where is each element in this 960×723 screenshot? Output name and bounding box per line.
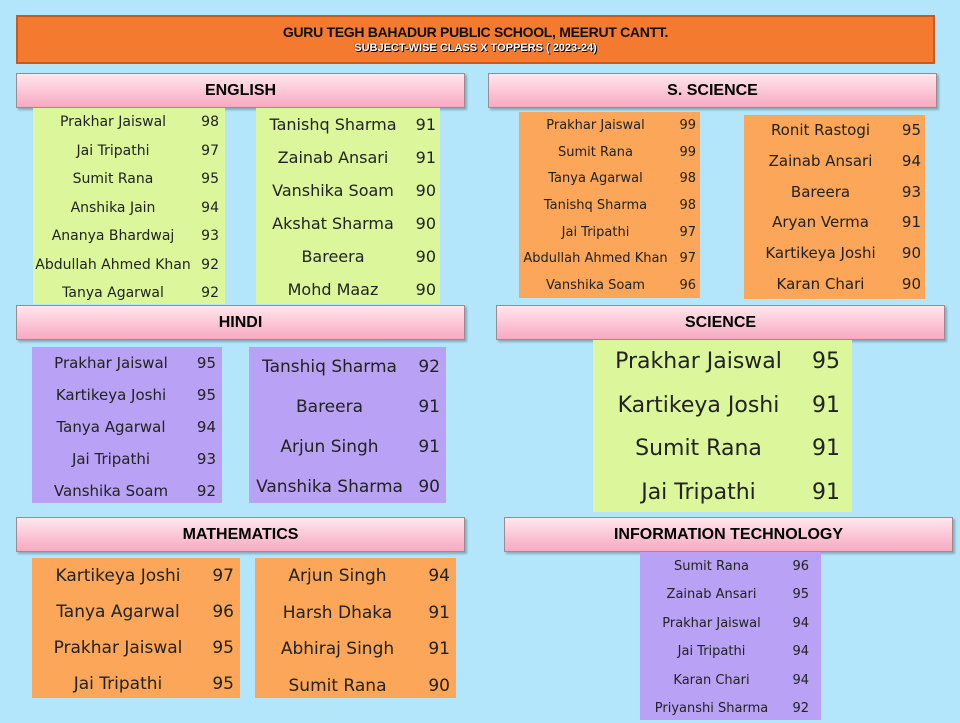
table-row [255,668,456,705]
table-row [519,192,700,219]
student-name: Vanshika Sharma [249,477,410,497]
student-name: Bareera [744,183,897,201]
table-row [256,141,440,174]
student-name: Jai Tripathi [519,225,672,240]
table-row [256,240,440,273]
table-row [255,631,456,668]
student-name: Vanshika Soam [519,278,672,293]
table-row [255,558,456,595]
table-row [33,108,225,137]
it-table [640,552,821,720]
table-row [640,581,821,610]
table-row [256,174,440,207]
table-row [593,384,852,428]
table-row [519,245,700,272]
table-row [519,112,700,139]
school-banner [16,15,935,64]
table-row [256,273,440,306]
student-score: 90 [410,181,436,200]
table-row [593,340,852,384]
student-score: 94 [783,616,809,631]
student-name: Tanishq Sharma [256,115,410,134]
student-score: 97 [672,251,696,266]
student-name: Priyanshi Sharma [640,701,783,716]
table-row [640,695,821,723]
table-row [744,238,925,269]
student-name: Jai Tripathi [33,143,193,159]
student-name: Karan Chari [640,673,783,688]
student-name: Jai Tripathi [640,644,783,659]
student-name: Bareera [256,247,410,266]
student-score: 96 [672,278,696,293]
table-row [249,347,446,387]
student-score: 95 [190,354,216,372]
table-row [640,609,821,638]
student-name: Prakhar Jaiswal [32,638,204,658]
table-row [744,176,925,207]
table-row [32,379,222,411]
student-score: 92 [193,285,219,301]
student-name: Zainab Ansari [640,587,783,602]
student-score: 91 [897,213,921,231]
table-row [744,115,925,146]
hindi-table-left [32,347,222,503]
student-name: Arjun Singh [249,437,410,457]
table-row [256,207,440,240]
banner-subtitle: SUBJECT-WISE CLASS X TOPPERS ( 2023-24) [18,42,933,54]
student-score: 98 [672,171,696,186]
student-score: 91 [420,639,450,659]
student-score: 92 [190,482,216,500]
student-score: 95 [804,349,840,374]
table-row [640,666,821,695]
student-name: Tanya Agarwal [33,285,193,301]
table-row [519,165,700,192]
student-score: 90 [897,275,921,293]
table-row [249,467,446,507]
student-score: 95 [204,674,234,694]
student-score: 98 [193,114,219,130]
hindi-header: HINDI [16,305,465,340]
student-name: Sumit Rana [33,171,193,187]
table-row [32,411,222,443]
student-score: 99 [672,145,696,160]
student-name: Anshika Jain [33,200,193,216]
student-score: 94 [190,418,216,436]
student-score: 94 [783,673,809,688]
student-name: Abhiraj Singh [255,639,420,659]
student-name: Tanya Agarwal [519,171,672,186]
student-name: Vanshika Soam [256,181,410,200]
table-row [744,146,925,177]
sscience-header: S. SCIENCE [488,73,937,108]
student-name: Prakhar Jaiswal [593,349,804,374]
student-name: Zainab Ansari [744,152,897,170]
table-row [33,165,225,194]
table-row [32,594,240,630]
student-name: Kartikeya Joshi [744,244,897,262]
table-row [640,638,821,667]
table-row [32,558,240,594]
student-name: Tanishq Sharma [519,198,672,213]
student-score: 98 [672,198,696,213]
it-header: INFORMATION TECHNOLOGY [504,517,953,552]
table-row [744,207,925,238]
student-score: 90 [410,247,436,266]
student-score: 93 [193,228,219,244]
student-score: 92 [193,257,219,273]
student-score: 90 [897,244,921,262]
student-name: Prakhar Jaiswal [519,118,672,133]
student-score: 97 [672,225,696,240]
student-score: 97 [204,566,234,586]
student-name: Kartikeya Joshi [32,566,204,586]
student-score: 94 [897,152,921,170]
student-score: 92 [410,357,440,377]
student-name: Mohd Maaz [256,280,410,299]
maths-table-right [255,558,456,698]
student-name: Prakhar Jaiswal [640,616,783,631]
table-row [32,666,240,702]
table-row [744,268,925,299]
table-row [33,222,225,251]
student-name: Kartikeya Joshi [593,393,804,418]
student-name: Sumit Rana [593,436,804,461]
student-name: Sumit Rana [519,145,672,160]
english-header: ENGLISH [16,73,465,108]
student-name: Tanya Agarwal [32,602,204,622]
maths-header: MATHEMATICS [16,517,465,552]
science-header: SCIENCE [496,305,945,340]
table-row [593,427,852,471]
table-row [32,630,240,666]
student-score: 94 [193,200,219,216]
student-name: Vanshika Soam [32,482,190,500]
table-row [249,387,446,427]
table-row [32,443,222,475]
student-score: 91 [804,480,840,505]
table-row [519,139,700,166]
student-name: Kartikeya Joshi [32,386,190,404]
student-name: Jai Tripathi [32,450,190,468]
table-row [33,194,225,223]
student-score: 90 [420,676,450,696]
maths-table-left [32,558,240,698]
student-score: 99 [672,118,696,133]
student-score: 96 [204,602,234,622]
science-table [593,340,852,512]
student-score: 97 [193,143,219,159]
student-name: Tanshiq Sharma [249,357,410,377]
student-score: 96 [783,559,809,574]
student-score: 91 [804,436,840,461]
student-score: 91 [410,397,440,417]
table-row [33,137,225,166]
student-score: 91 [410,148,436,167]
student-score: 94 [420,566,450,586]
student-name: Harsh Dhaka [255,603,420,623]
student-score: 91 [420,603,450,623]
hindi-table-right [249,347,446,503]
student-name: Karan Chari [744,275,897,293]
table-row [33,251,225,280]
table-row [255,595,456,632]
student-score: 91 [804,393,840,418]
student-name: Prakhar Jaiswal [32,354,190,372]
student-name: Jai Tripathi [593,480,804,505]
student-name: Aryan Verma [744,213,897,231]
student-name: Abdullah Ahmed Khan [519,251,672,266]
student-score: 93 [190,450,216,468]
student-name: Abdullah Ahmed Khan [33,257,193,273]
table-row [249,427,446,467]
student-score: 95 [783,587,809,602]
table-row [32,347,222,379]
table-row [640,552,821,581]
student-score: 92 [783,701,809,716]
student-score: 95 [897,121,921,139]
student-name: Ananya Bhardwaj [33,228,193,244]
student-name: Jai Tripathi [32,674,204,694]
student-name: Akshat Sharma [256,214,410,233]
student-score: 94 [783,644,809,659]
student-score: 95 [193,171,219,187]
sscience-table-left [519,112,700,298]
student-name: Prakhar Jaiswal [33,114,193,130]
student-score: 95 [190,386,216,404]
student-score: 91 [410,437,440,457]
student-name: Zainab Ansari [256,148,410,167]
student-score: 95 [204,638,234,658]
table-row [593,471,852,515]
table-row [256,108,440,141]
sscience-table-right [744,115,925,299]
student-name: Tanya Agarwal [32,418,190,436]
student-score: 91 [410,115,436,134]
student-score: 90 [410,477,440,497]
student-name: Arjun Singh [255,566,420,586]
student-name: Sumit Rana [255,676,420,696]
student-name: Sumit Rana [640,559,783,574]
student-score: 93 [897,183,921,201]
student-name: Bareera [249,397,410,417]
table-row [32,475,222,507]
student-name: Ronit Rastogi [744,121,897,139]
student-score: 90 [410,214,436,233]
student-score: 90 [410,280,436,299]
english-table-right [256,108,440,304]
school-name: GURU TEGH BAHADUR PUBLIC SCHOOL, MEERUT CANTT. [18,24,933,40]
table-row [33,279,225,308]
table-row [519,272,700,299]
table-row [519,219,700,246]
english-table-left [33,108,225,304]
